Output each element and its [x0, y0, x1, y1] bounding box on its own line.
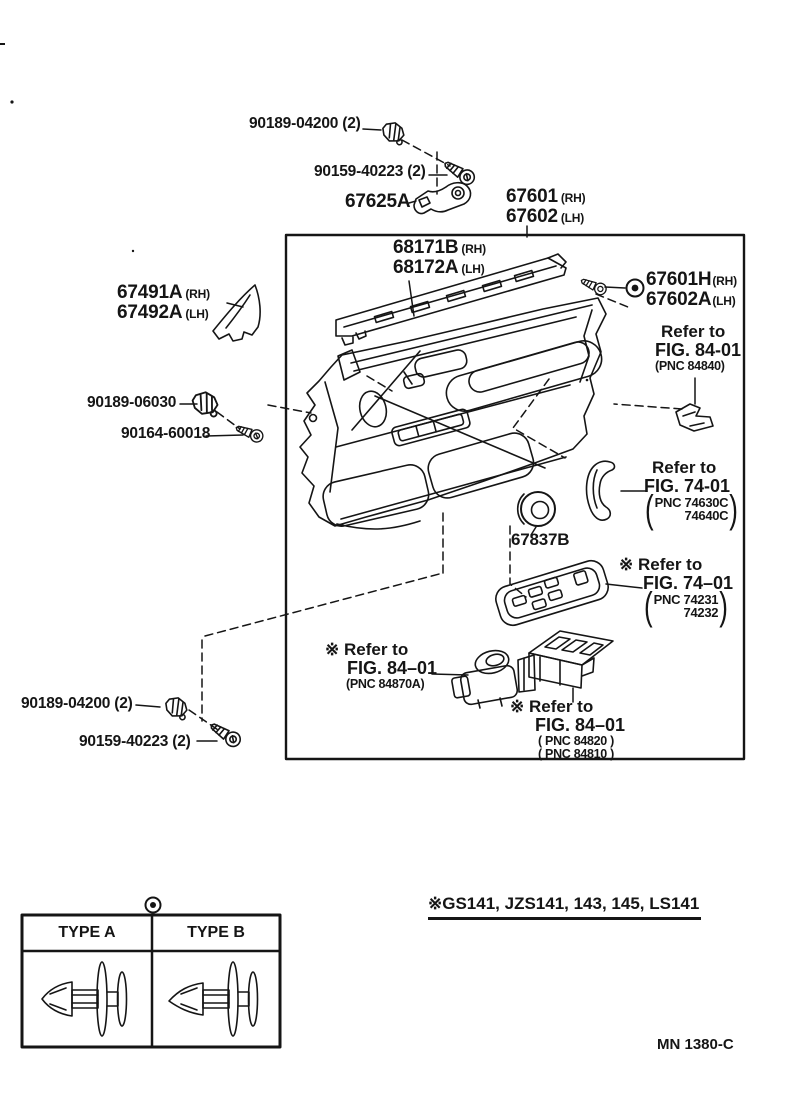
callout-door-trim-board: 67601 (RH) 67602 (LH)	[506, 186, 586, 227]
type-a-clip-drawing	[42, 962, 127, 1036]
model-footnote: ※GS141, JZS141, 143, 145, LS141	[428, 894, 701, 920]
callout-belt-molding: 68171B (RH) 68172A (LH)	[393, 237, 486, 278]
type-b-clip-drawing	[169, 962, 258, 1036]
master-switch-drawing	[518, 631, 613, 692]
bracket-drawing	[414, 183, 471, 214]
clip-icon	[163, 695, 191, 721]
callout-screw-mid: 90164-60018	[121, 425, 211, 442]
grommet-drawing	[518, 492, 555, 526]
refer-fig84-window-switch: ※ Refer to FIG. 84–01 ( PNC 84820 ) ( PNC 84810 )	[510, 697, 626, 761]
callout-cover-clip: 67601H(RH) 67602A(LH)	[646, 269, 737, 310]
refer-fig74-assist-grip: Refer to FIG. 74-01 ( PNC 74630C 74640C )	[644, 458, 738, 532]
target-dot-icon	[627, 280, 644, 297]
refer-fig84-lock-knob: Refer to FIG. 84-01 (PNC 84840)	[655, 322, 742, 373]
big-paren-close: )	[729, 486, 738, 532]
callout-clip-top: 90189-04200 (2)	[249, 115, 361, 132]
pull-handle-drawing	[587, 461, 615, 520]
callout-corner-trim: 67491A (RH) 67492A (LH)	[117, 282, 210, 323]
table-header-type-a: TYPE A	[58, 924, 116, 941]
callout-screw-bottom: 90159-40223 (2)	[79, 733, 191, 750]
big-paren-open: (	[644, 583, 653, 629]
refer-fig84-mirror-switch: ※ Refer to FIG. 84–01 (PNC 84870A)	[325, 640, 438, 691]
screw-icon	[207, 719, 243, 749]
callout-grommet: 67837B	[511, 530, 570, 549]
screw-icon	[234, 422, 265, 444]
refer-fig74-armrest-base: ※ Refer to FIG. 74–01 ( PNC 74231 74232 )	[619, 555, 734, 629]
corner-trim-drawing	[213, 285, 260, 341]
clip-table-frame	[22, 898, 280, 1048]
mirror-switch-drawing	[451, 647, 518, 708]
big-paren-open: (	[645, 486, 654, 532]
door-panel-drawing	[300, 298, 606, 529]
clip-icon	[380, 120, 408, 146]
callout-clip-bottom: 90189-04200 (2)	[21, 695, 133, 712]
doc-code: MN 1380-C	[657, 1036, 734, 1053]
lock-clip-drawing	[676, 404, 713, 431]
callout-screw-top: 90159-40223 (2)	[314, 163, 426, 180]
callout-clip-mid: 90189-06030	[87, 394, 177, 411]
callout-bracket: 67625A	[345, 191, 411, 212]
big-paren-close: )	[719, 583, 728, 629]
scan-specks	[0, 43, 588, 381]
table-header-type-b: TYPE B	[187, 924, 245, 941]
screw-icon	[579, 275, 608, 296]
